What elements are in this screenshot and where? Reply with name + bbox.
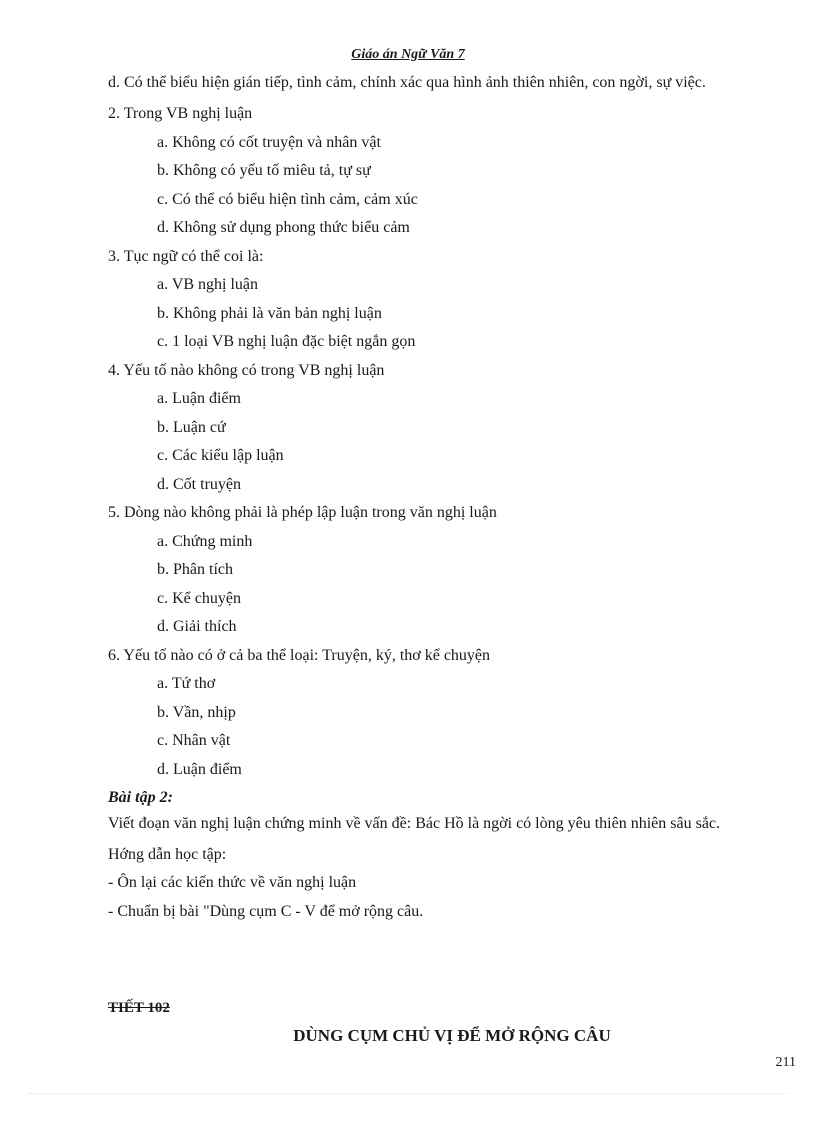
guidance-heading: Hớng dẫn học tập: bbox=[108, 845, 227, 863]
question-2-option-b: b. Không có yếu tố miêu tả, tự sự bbox=[157, 162, 371, 179]
question-6-label: 6. Yếu tố nào có ở cả ba thể loại: Truyện, ký, thơ kể chuyện bbox=[108, 646, 491, 664]
question-5-option-d: d. Giải thích bbox=[157, 618, 237, 635]
question-5-option-b: b. Phân tích bbox=[157, 561, 233, 578]
question-5-label: 5. Dòng nào không phải là phép lập luận trong văn nghị luận bbox=[108, 504, 497, 521]
question-3-option-b: b. Không phải là văn bản nghị luận bbox=[157, 304, 382, 322]
question-4-option-d: d. Cốt truyện bbox=[157, 475, 241, 493]
page-content bbox=[59, 72, 796, 926]
guidance-item-1: - Ôn lại các kiến thức về văn nghị luận bbox=[108, 874, 357, 891]
question-4-option-a: a. Luận điểm bbox=[157, 390, 241, 407]
question-2-option-c: c. Có thể có biểu hiện tình cảm, cảm xúc bbox=[157, 190, 418, 208]
question-4-label: 4. Yếu tố nào không có trong VB nghị luận bbox=[108, 361, 385, 379]
question-3-option-a: a. VB nghị luận bbox=[157, 276, 259, 293]
lesson-title: DÙNG CỤM CHỦ VỊ ĐỂ MỞ RỘNG CÂU bbox=[293, 1026, 611, 1045]
question-3-label: 3. Tục ngữ có thể coi là: bbox=[108, 247, 264, 265]
question-2-option-a: a. Không có cốt truyện và nhân vật bbox=[157, 133, 381, 151]
question-5-option-a: a. Chứng minh bbox=[157, 532, 253, 550]
question-4-option-b: b. Luận cứ bbox=[157, 418, 226, 436]
question-6-option-a: a. Tứ thơ bbox=[157, 675, 216, 692]
question-4-option-c: c. Các kiểu lập luận bbox=[157, 447, 284, 464]
question-6-option-d: d. Luận điểm bbox=[157, 760, 242, 778]
lesson-number: TIẾT 102 bbox=[108, 1000, 170, 1016]
exercise-text: Viết đoạn văn nghị luận chứng minh về vấn đề: Bác Hồ là ngời có lòng yêu thiên nhiên sâu sắc. bbox=[108, 814, 721, 832]
page-number: 211 bbox=[775, 1055, 796, 1070]
exercise-heading: Bài tập 2: bbox=[108, 789, 173, 806]
question-6-option-c: c. Nhân vật bbox=[157, 732, 231, 749]
guidance-item-2: - Chuẩn bị bài "Dùng cụm C - V để mở rộng câu. bbox=[108, 902, 424, 920]
question-2-option-d: d. Không sử dụng phong thức biểu cảm bbox=[157, 219, 410, 236]
question-6-option-b: b. Vần, nhịp bbox=[157, 703, 236, 721]
question-2-label: 2. Trong VB nghị luận bbox=[108, 105, 253, 122]
intro-option-d: d. Có thể biểu hiện gián tiếp, tình cảm, chính xác qua hình ảnh thiên nhiên, con ngời, sự việc. bbox=[108, 74, 706, 91]
question-5-option-c: c. Kể chuyện bbox=[157, 589, 241, 607]
footer-divider bbox=[28, 1093, 788, 1094]
page-header-title: Giáo án Ngữ Văn 7 bbox=[351, 47, 465, 62]
question-3-option-c: c. 1 loại VB nghị luận đặc biệt ngắn gọn bbox=[157, 333, 416, 350]
